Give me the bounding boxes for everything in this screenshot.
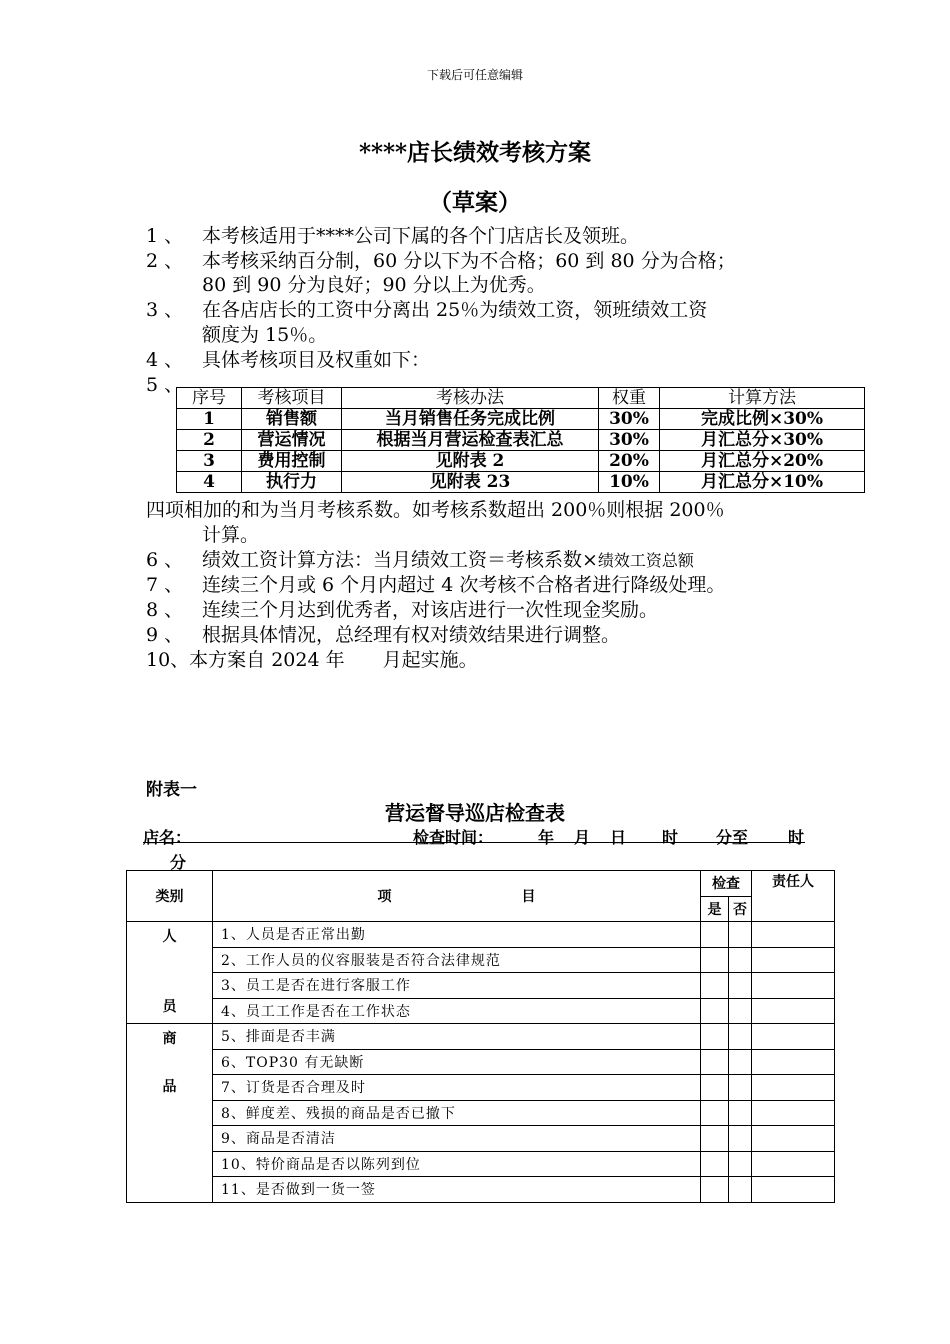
check-item: 10、特价商品是否以陈列到位 [213,1151,701,1177]
unit-hour: 时 [662,828,679,847]
yes-cell[interactable] [701,1024,729,1050]
cell: 月汇总分×20% [660,451,865,472]
col-header: 序号 [177,388,242,409]
table-row [127,998,835,1024]
check-item: 2、工作人员的仪容服装是否符合法律规范 [213,947,701,973]
responsible-cell[interactable] [752,1177,835,1203]
clause-7: 7 、 连续三个月或 6 个月内超过 4 次考核不合格者进行降级处理。 [146,574,726,596]
clause-2: 2 、 本考核采纳百分制，60 分以下为不合格；60 到 80 分为合格； [146,250,736,272]
check-item: 8、鲜度差、残损的商品是否已撤下 [213,1100,701,1126]
clause-8: 8 、 连续三个月达到优秀者，对该店进行一次性现金奖励。 [146,599,659,621]
weight-table-header [177,388,865,409]
no-cell[interactable] [729,1024,752,1050]
clause-3: 3 、 在各店店长的工资中分离出 25％为绩效工资，领班绩效工资 [146,299,708,321]
check-item: 9、商品是否清洁 [213,1126,701,1152]
clause-10: 10、本方案自 2024 年 月起实施。 [146,649,478,671]
yes-cell[interactable] [701,973,729,999]
clause-3-cont: 额度为 15％。 [202,324,328,346]
table-row [177,451,865,472]
responsible-cell[interactable] [752,922,835,948]
table-row [127,1100,835,1126]
unit-year: 年 [538,828,555,847]
responsible-cell[interactable] [752,998,835,1024]
document-subtitle: （草案） [429,189,521,216]
col-header: 权重 [599,388,660,409]
cell: 营运情况 [242,430,342,451]
inspection-table [126,870,835,1203]
responsible-cell[interactable] [752,1075,835,1101]
clause-2-cont: 80 到 90 分为良好；90 分以上为优秀。 [202,274,546,296]
yes-cell[interactable] [701,1177,729,1203]
responsible-cell[interactable] [752,1024,835,1050]
cell: 2 [177,430,242,451]
category-header: 类别 [127,871,213,922]
unit-day: 日 [610,828,627,847]
responsible-cell[interactable] [752,1100,835,1126]
yes-header: 是 [701,896,729,922]
check-item: 3、员工是否在进行客服工作 [213,973,701,999]
cell: 10% [599,472,660,493]
check-item: 4、员工工作是否在工作状态 [213,998,701,1024]
table-row [127,1151,835,1177]
yes-cell[interactable] [701,922,729,948]
check-item: 5、排面是否丰满 [213,1024,701,1050]
table-row [177,430,865,451]
coefficient-note-cont: 计算。 [202,524,260,546]
yes-cell[interactable] [701,1075,729,1101]
responsible-cell[interactable] [752,1151,835,1177]
responsible-cell[interactable] [752,1049,835,1075]
cell: 月汇总分×10% [660,472,865,493]
cell: 执行力 [242,472,342,493]
table-row [127,1126,835,1152]
weight-table [176,387,865,493]
no-header: 否 [729,896,752,922]
check-item: 11、是否做到一货一签 [213,1177,701,1203]
table-row [127,1177,835,1203]
cell: 完成比例×30% [660,409,865,430]
cell: 20% [599,451,660,472]
no-cell[interactable] [729,1075,752,1101]
yes-cell[interactable] [701,1126,729,1152]
cell: 3 [177,451,242,472]
no-cell[interactable] [729,998,752,1024]
cell: 1 [177,409,242,430]
clause-6: 6 、 绩效工资计算方法：当月绩效工资＝考核系数×绩效工资总额 [146,549,694,571]
cell: 费用控制 [242,451,342,472]
clause-9: 9 、 根据具体情况，总经理有权对绩效结果进行调整。 [146,624,621,646]
unit-month: 月 [574,828,591,847]
no-cell[interactable] [729,1177,752,1203]
table-row [177,409,865,430]
yes-cell[interactable] [701,1100,729,1126]
table-row [127,973,835,999]
yes-cell[interactable] [701,1151,729,1177]
no-cell[interactable] [729,973,752,999]
no-cell[interactable] [729,1100,752,1126]
clause-5: 5 、 [146,374,184,396]
no-cell[interactable] [729,1151,752,1177]
cell: 当月销售任务完成比例 [342,409,599,430]
category-merchandise: 商 品 [127,1024,213,1203]
no-cell[interactable] [729,1049,752,1075]
table-row [127,1024,835,1050]
table-row [127,922,835,948]
cell: 根据当月营运检查表汇总 [342,430,599,451]
no-cell[interactable] [729,947,752,973]
no-cell[interactable] [729,922,752,948]
col-header: 考核办法 [342,388,599,409]
page-header-note: 下载后可任意编辑 [426,68,523,82]
document-title: ****店长绩效考核方案 [358,139,592,166]
responsible-cell[interactable] [752,973,835,999]
no-cell[interactable] [729,1126,752,1152]
unit-min-to: 分至 [716,828,749,847]
item-header: 项 目 [213,871,701,922]
cell: 销售额 [242,409,342,430]
check-time-label: 检查时间： [413,828,494,847]
responsible-cell[interactable] [752,947,835,973]
cell: 月汇总分×30% [660,430,865,451]
yes-cell[interactable] [701,1049,729,1075]
cell: 30% [599,430,660,451]
clause-4: 4 、 具体考核项目及权重如下： [146,349,431,371]
unit-minute: 分 [170,853,187,872]
store-label: 店名： [143,828,192,847]
table-row [127,1075,835,1101]
cell: 30% [599,409,660,430]
yes-cell[interactable] [701,998,729,1024]
check-item: 1、人员是否正常出勤 [213,922,701,948]
responsible-cell[interactable] [752,1126,835,1152]
cell: 见附表 2 [342,451,599,472]
table-row [177,472,865,493]
appendix-title: 营运督导巡店检查表 [385,801,565,825]
cell: 4 [177,472,242,493]
category-personnel: 人 员 [127,922,213,1024]
responsible-header: 责任人 [752,871,835,922]
col-header: 考核项目 [242,388,342,409]
coefficient-note: 四项相加的和为当月考核系数。如考核系数超出 200％则根据 200％ [146,499,725,521]
clause-1: 1 、 本考核适用于****公司下属的各个门店店长及领班。 [146,225,640,247]
col-header: 计算方法 [660,388,865,409]
table-row [127,1049,835,1075]
yes-cell[interactable] [701,947,729,973]
check-item: 6、TOP30 有无缺断 [213,1049,701,1075]
table-row [127,947,835,973]
check-header: 检查 [701,871,752,897]
appendix-label: 附表一 [146,780,197,800]
check-item: 7、订货是否合理及时 [213,1075,701,1101]
cell: 见附表 23 [342,472,599,493]
unit-hour-2: 时 [788,828,805,847]
